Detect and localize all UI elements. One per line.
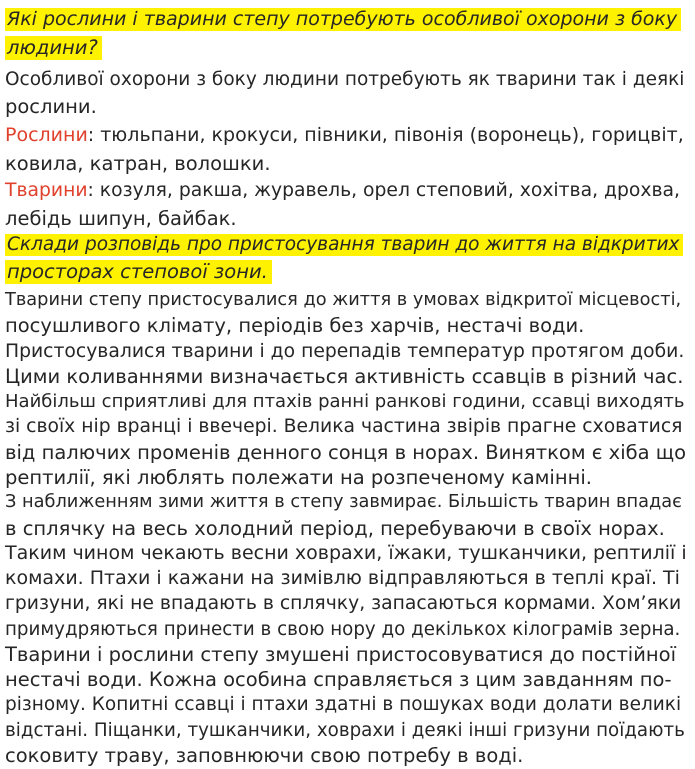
question-1-line-2: людини? (5, 34, 102, 61)
answer-2-line: комахи. Птахи і кажани на зимівлю відправляються в теплі краї. Ті (5, 567, 680, 590)
answer-2-line: відстані. Піщанки, тушканчики, ховрахи і деякі інші гризуни поїдають (5, 719, 685, 741)
answer-2-line: Цими коливаннями визначається активність ссавців в різний час. (5, 364, 684, 388)
animals-list: : козуля, ракша, журавель, орел степовий, хохітва, дрохва, (87, 180, 680, 201)
answer-2-line: Тварини і рослини степу змушені пристосовуватися до постійної (5, 642, 676, 666)
answer-2-line: З наближенням зими життя в степу завмирає. Більшість тварин впадає (5, 492, 682, 513)
answer-2-line: Пристосувалися тварини і до перепадів температур протягом доби. (5, 340, 685, 362)
answer-2-line: Тварини степу пристосувалися до життя в умовах відкритої місцевості, (5, 290, 682, 310)
animals-label: Тварини (5, 180, 88, 201)
question-2-line-2: просторах степової зони. (5, 258, 272, 285)
answer-2-line: зі своїх нір вранці і ввечері. Велика частина звірів прагне сховатися (5, 416, 683, 438)
answer-2-line: Таким чином чекають весни ховрахи, їжаки, тушканчики, рептилії і (5, 541, 687, 564)
answer-1-intro-line-1: Особливої охорони з боку людини потребують як тварини так і деякі (5, 69, 685, 90)
plants-line-1 (5, 122, 684, 149)
animals-line-2: лебідь шипун, байбак. (5, 207, 237, 230)
question-2-line-1: Склади розповідь про пристосування тварин до життя на відкритих (5, 231, 683, 258)
answer-2-line: соковиту траву, заповнюючи свою потребу в воді. (5, 744, 524, 767)
answer-2-line: гризуни, які не впадають в сплячку, запасаються кормами. Хом’яки (5, 593, 682, 615)
answer-2-line: нестачі води. Кожна особина справляється з цим завданням по- (5, 668, 672, 692)
question-1-line-1: Які рослини і тварини степу потребують особливої охорони з боку (5, 6, 681, 33)
answer-2-line: від палючих променів денного сонця в норах. Винятком є хіба що (5, 440, 687, 464)
plants-list: : тюльпани, крокуси, півники, півонія (воронець), горицвіт, (87, 124, 684, 146)
answer-2-line: примудряються принести в свою нору до декількох кілограмів зерна. (5, 618, 681, 640)
answer-2-line: рептилії, які люблять полежати на розпеченому камінні. (5, 465, 592, 489)
answer-2-line: різному. Копитні ссавці і птахи здатні в пошуках води долати великі (5, 694, 682, 716)
plants-label: Рослини (5, 124, 88, 146)
answer-2-line: в сплячку на весь холодний період, перебуваючи в своїх норах. (5, 516, 665, 540)
answer-1-intro-line-2: рослини. (5, 95, 97, 118)
answer-2-line: посушливого клімату, періодів без харчів, нестачі води. (5, 314, 585, 338)
answer-2-line: Найбільш сприятливі для птахів ранні ранкові години, ссавці виходять (5, 391, 685, 413)
plants-line-2: ковила, катран, волошки. (5, 152, 271, 175)
animals-line-1 (5, 177, 680, 204)
